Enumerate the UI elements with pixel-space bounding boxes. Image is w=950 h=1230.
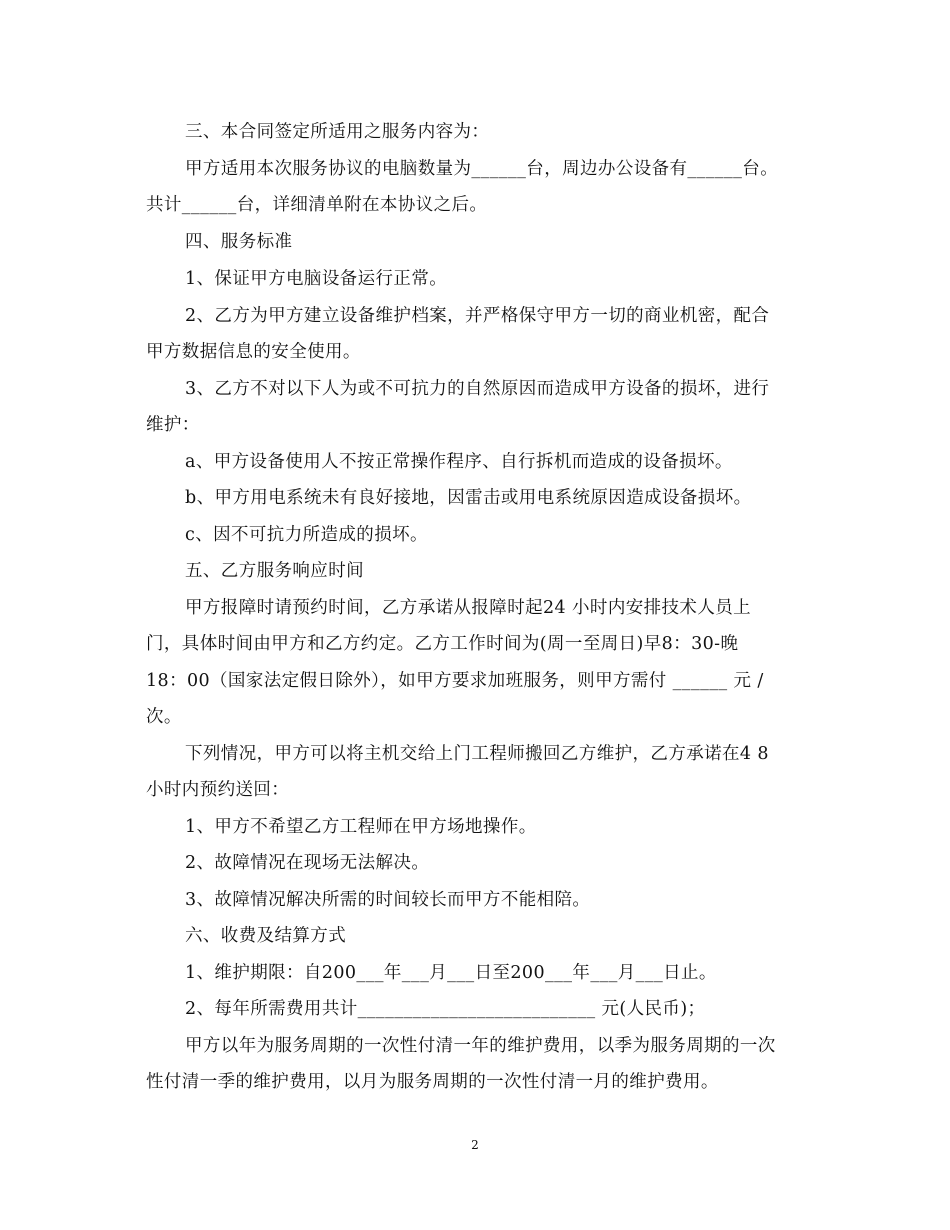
paragraph-line: 性付清一季的维护费用，以月为服务周期的一次性付清一月的维护费用。 bbox=[146, 1072, 719, 1092]
list-item: 2、每年所需费用共计__________________________ 元(人民币)； bbox=[185, 999, 706, 1019]
paragraph-line: 甲方适用本次服务协议的电脑数量为______台，周边办公设备有______台。 bbox=[185, 159, 779, 179]
paragraph-line: 门，具体时间由甲方和乙方约定。乙方工作时间为(周一至周日)早8：30-晚 bbox=[146, 634, 739, 654]
paragraph-line: 小时内预约送回： bbox=[146, 780, 290, 800]
list-item: 1、维护期限：自200___年___月___日至200___年___月___日止。 bbox=[185, 963, 717, 983]
paragraph-line: 次。 bbox=[146, 707, 182, 727]
section-six-heading: 六、收费及结算方式 bbox=[185, 926, 347, 946]
section-five-heading: 五、乙方服务响应时间 bbox=[185, 561, 364, 581]
list-item: 3、乙方不对以下人为或不可抗力的自然原因而造成甲方设备的损坏，进行 bbox=[185, 379, 770, 399]
list-item: 2、乙方为甲方建立设备维护档案，并严格保守甲方一切的商业机密，配合 bbox=[185, 306, 770, 326]
paragraph-line: 甲方以年为服务周期的一次性付清一年的维护费用，以季为服务周期的一次 bbox=[185, 1036, 776, 1056]
page-number: 2 bbox=[471, 1138, 479, 1152]
section-four-heading: 四、服务标准 bbox=[185, 232, 293, 252]
paragraph-line: 甲方数据信息的安全使用。 bbox=[146, 342, 361, 362]
paragraph-line: 维护： bbox=[146, 415, 200, 435]
paragraph-line: 共计______台，详细清单附在本协议之后。 bbox=[146, 195, 488, 215]
list-item: 1、保证甲方电脑设备运行正常。 bbox=[185, 269, 448, 289]
list-item: 1、甲方不希望乙方工程师在甲方场地操作。 bbox=[185, 817, 537, 837]
section-three-heading: 三、本合同签定所适用之服务内容为： bbox=[185, 122, 490, 142]
list-item: b、甲方用电系统未有良好接地，因雷击或用电系统原因造成设备损坏。 bbox=[185, 488, 752, 508]
paragraph-line: 下列情况，甲方可以将主机交给上门工程师搬回乙方维护，乙方承诺在4 8 bbox=[185, 744, 769, 764]
paragraph-line: 18：00（国家法定假日除外），如甲方要求加班服务，则甲方需付 ______ 元 / bbox=[146, 671, 764, 691]
list-item: 3、故障情况解决所需的时间较长而甲方不能相陪。 bbox=[185, 890, 591, 910]
paragraph-line: 甲方报障时请预约时间，乙方承诺从报障时起24 小时内安排技术人员上 bbox=[185, 598, 752, 618]
list-item: 2、故障情况在现场无法解决。 bbox=[185, 853, 430, 873]
list-item: c、因不可抗力所造成的损坏。 bbox=[185, 525, 428, 545]
list-item: a、甲方设备使用人不按正常操作程序、自行拆机而造成的设备损坏。 bbox=[185, 452, 733, 472]
